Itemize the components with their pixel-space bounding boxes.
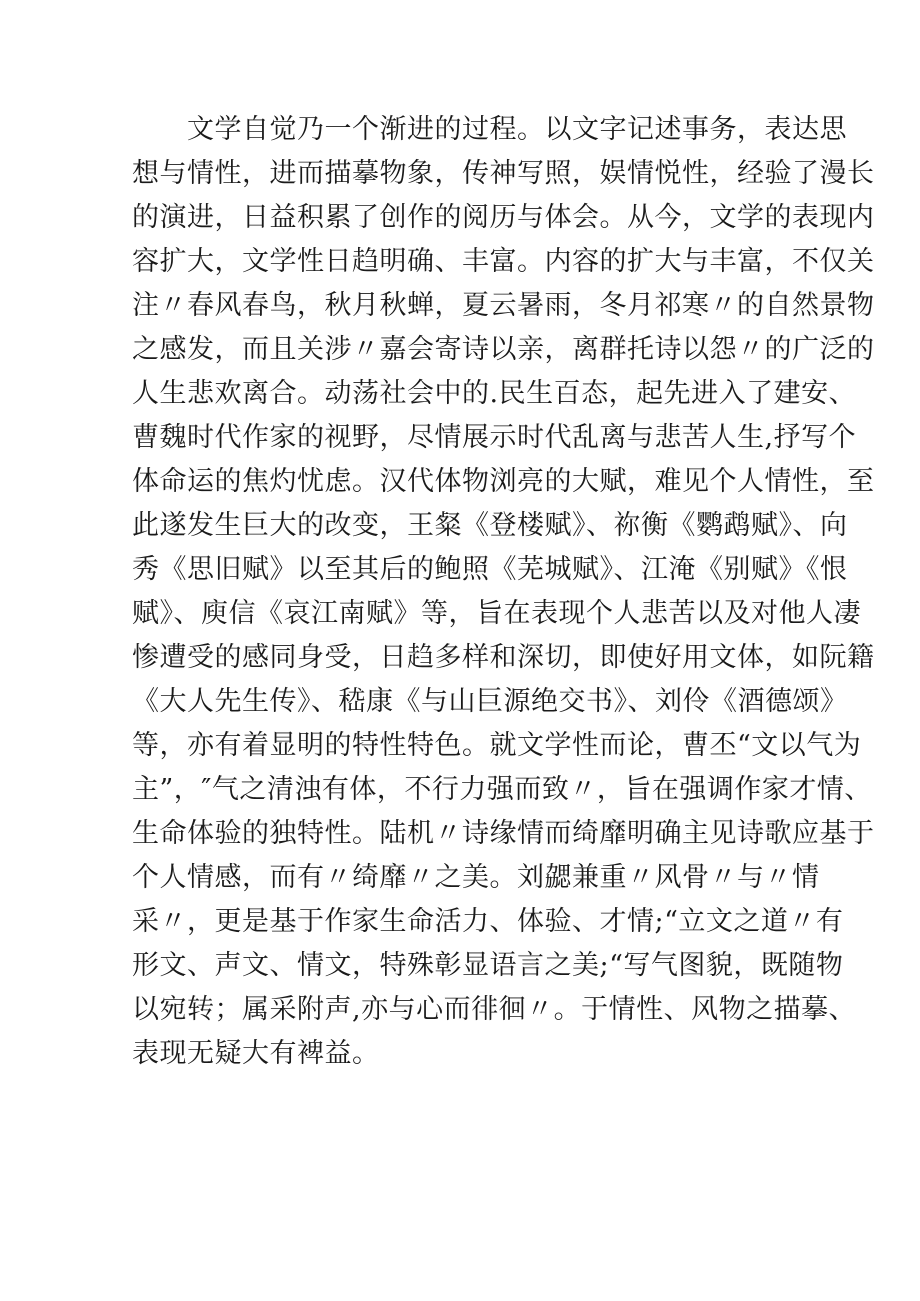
paragraph-line-12: 赋》、庾信《哀江南赋》等，旨在表现个人悲苦以及对他人凄: [132, 598, 861, 629]
paragraph-line-8: 曹魏时代作家的视野，尽情展示时代乱离与悲苦人生,抒写个: [132, 422, 857, 453]
paragraph-line-22: 表现无疑大有裨益。: [132, 1038, 380, 1069]
paragraph-line-6: 之感发，而且关涉〃嘉会寄诗以亲，离群托诗以怨〃的广泛的: [132, 334, 875, 365]
paragraph-line-1: 文学自觉乃一个渐进的过程。以文字记述事务，表达思: [132, 114, 847, 145]
paragraph-line-19: 采〃，更是基于作家生命活力、体验、才情;“立文之道〃有: [132, 906, 844, 937]
paragraph-line-17: 生命体验的独特性。陆机〃诗缘情而绮靡明确主见诗歌应基于: [132, 818, 875, 849]
paragraph-line-20: 形文、声文、情文，特殊彰显语言之美;“写气图貌，既随物: [132, 950, 844, 981]
paragraph-line-4: 容扩大，文学性日趋明确、丰富。内容的扩大与丰富，不仅关: [132, 246, 875, 277]
paragraph-line-13: 惨遭受的感同身受，日趋多样和深切，即使好用文体，如阮籍: [132, 642, 875, 673]
paragraph-line-18: 个人情感，而有〃绮靡〃之美。刘勰兼重〃风骨〃与〃情: [132, 862, 820, 893]
paragraph-line-16: 主”，″气之清浊有体，不行力强而致〃，旨在强调作家才情、: [132, 774, 872, 805]
paragraph-line-15: 等，亦有着显明的特性特色。就文学性而论，曹丕“文以气为: [132, 730, 862, 761]
body-paragraph: [132, 108, 875, 1076]
paragraph-line-2: 想与情性，进而描摹物象，传神写照，娱情悦性，经验了漫长: [132, 158, 875, 189]
paragraph-line-7: 人生悲欢离合。动荡社会中的.民生百态，起先进入了建安、: [132, 378, 857, 409]
paragraph-line-11: 秀《思旧赋》以至其后的鲍照《芜城赋》、江淹《别赋》《恨: [132, 554, 848, 585]
paragraph-line-10: 此遂发生巨大的改变，王粲《登楼赋》、祢衡《鹦鹉赋》、向: [132, 510, 848, 541]
paragraph-line-14: 《大人先生传》、嵇康《与山巨源绝交书》、刘伶《酒德颂》: [132, 686, 848, 717]
paragraph-line-3: 的演进，日益积累了创作的阅历与体会。从今，文学的表现内: [132, 202, 875, 233]
paragraph-line-21: 以宛转；属采附声,亦与心而徘徊〃。于情性、风物之描摹、: [132, 994, 857, 1025]
paragraph-line-9: 体命运的焦灼忧虑。汉代体物浏亮的大赋，难见个人情性，至: [132, 466, 875, 497]
paragraph-line-5: 注〃春风春鸟，秋月秋蝉，夏云暑雨，冬月祁寒〃的自然景物: [132, 290, 875, 321]
